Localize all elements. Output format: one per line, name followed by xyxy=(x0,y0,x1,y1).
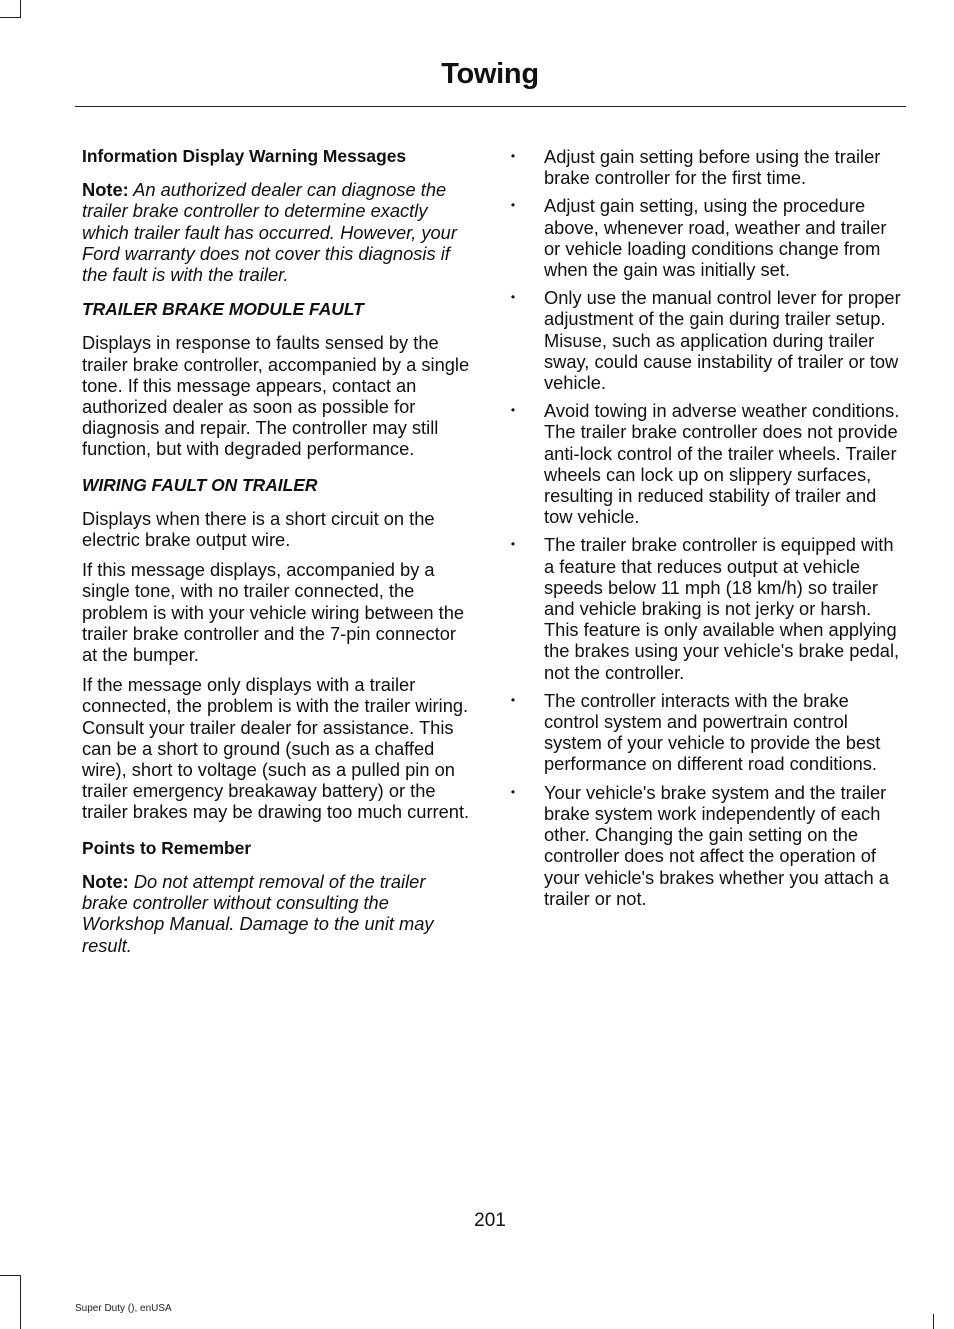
page-title: Towing xyxy=(441,58,539,90)
bullet-text: Avoid towing in adverse weather conditions. The trailer brake controller does not provide anti-lock control of the trailer wheels. Trailer wheels can lock up on slippery surfaces, resulting in reduced stability of trailer and tow vehicle. xyxy=(544,400,900,528)
list-item xyxy=(508,287,903,393)
heading-wiring-fault: WIRING FAULT ON TRAILER xyxy=(82,474,318,495)
note-text: Do not attempt removal of the trailer brake controller without consulting the Workshop Manual. Damage to the unit may result. xyxy=(82,870,434,956)
note-removal xyxy=(82,871,472,956)
bullet-text: Your vehicle's brake system and the trailer brake system work independently of each other. Changing the gain setting on the controller does not affect the operation of your vehicle's brakes whether you attach a trailer or not. xyxy=(544,781,889,909)
bullet-icon: • xyxy=(510,149,516,163)
header-rule xyxy=(75,106,906,107)
note-label: Note: xyxy=(82,179,129,201)
crop-mark-top-left-h xyxy=(0,17,20,18)
bullet-text: Adjust gain setting, using the procedure above, whenever road, weather and trailer or vehicle loading conditions change from when the gain was initially set. xyxy=(544,195,887,281)
bullet-icon: • xyxy=(510,290,516,305)
bullet-icon: • xyxy=(510,537,516,552)
bullet-icon: • xyxy=(510,692,516,707)
document-footer: Super Duty (), enUSA xyxy=(75,1303,172,1314)
bullet-icon: • xyxy=(510,403,516,418)
crop-mark-bottom-left-h xyxy=(0,1275,20,1276)
list-item xyxy=(508,534,903,682)
paragraph-short-circuit: Displays when there is a short circuit on the electric brake output wire. xyxy=(82,507,435,551)
crop-mark-bottom-left-v xyxy=(20,1275,21,1329)
list-item xyxy=(508,782,903,909)
section-heading-warning-messages: Information Display Warning Messages xyxy=(82,146,407,166)
note-text: An authorized dealer can diagnose the trailer brake controller to determine exactly which trailer fault has occurred. However, your Ford warranty does not cover this diagnosis if the fault is with the trailer. xyxy=(82,179,457,286)
paragraph-no-trailer: If this message displays, accompanied by a single tone, with no trailer connected, the problem is with your vehicle wiring between the trailer brake controller and the 7-pin connector at the bumper. xyxy=(82,559,465,666)
page-number: 201 xyxy=(474,1210,506,1231)
note-label: Note: xyxy=(82,870,129,892)
section-heading-points: Points to Remember xyxy=(82,837,252,858)
list-item xyxy=(508,690,903,775)
bullet-text: Adjust gain setting before using the trailer brake controller for the first time. xyxy=(544,146,881,189)
list-item xyxy=(508,400,903,527)
list-item xyxy=(508,146,903,188)
heading-module-fault: TRAILER BRAKE MODULE FAULT xyxy=(82,299,364,320)
right-column xyxy=(508,146,903,916)
bullet-list xyxy=(508,146,903,909)
bullet-text: The controller interacts with the brake control system and powertrain control system of your vehicle to provide the best performance on different road conditions. xyxy=(544,689,881,775)
crop-mark-bottom-right-v1 xyxy=(933,1314,934,1329)
bullet-text: The trailer brake controller is equipped with a feature that reduces output at vehicle speeds below 11 mph (18 km/h) so trailer and vehicle braking is not jerky or harsh. This feature is only available when applying the brakes using your vehicle's brake pedal, not the controller. xyxy=(544,534,900,683)
paragraph-with-trailer: If the message only displays with a trailer connected, the problem is with the trailer wiring. Consult your trailer dealer for assistance. This can be a short to ground (such as a chaffed wire), short to voltage (such as a pulled pin on trailer emergency breakaway battery) or the trailer brakes may be drawing too much current. xyxy=(82,674,470,823)
bullet-icon: • xyxy=(510,198,516,213)
bullet-text: Only use the manual control lever for proper adjustment of the gain during trailer setup. Misuse, such as application during trailer sway, could cause instability of trailer or tow vehicle. xyxy=(544,287,901,394)
bullet-icon: • xyxy=(510,784,516,799)
list-item xyxy=(508,195,903,280)
paragraph-module-fault: Displays in response to faults sensed by the trailer brake controller, accompanied by a single tone. If this message appears, contact an authorized dealer as soon as possible for diagnosis and repair. The controller may still function, but with degraded performance. xyxy=(82,332,470,460)
note-diagnose xyxy=(82,179,472,285)
crop-mark-top-left-v xyxy=(20,0,21,18)
left-column xyxy=(82,146,472,970)
